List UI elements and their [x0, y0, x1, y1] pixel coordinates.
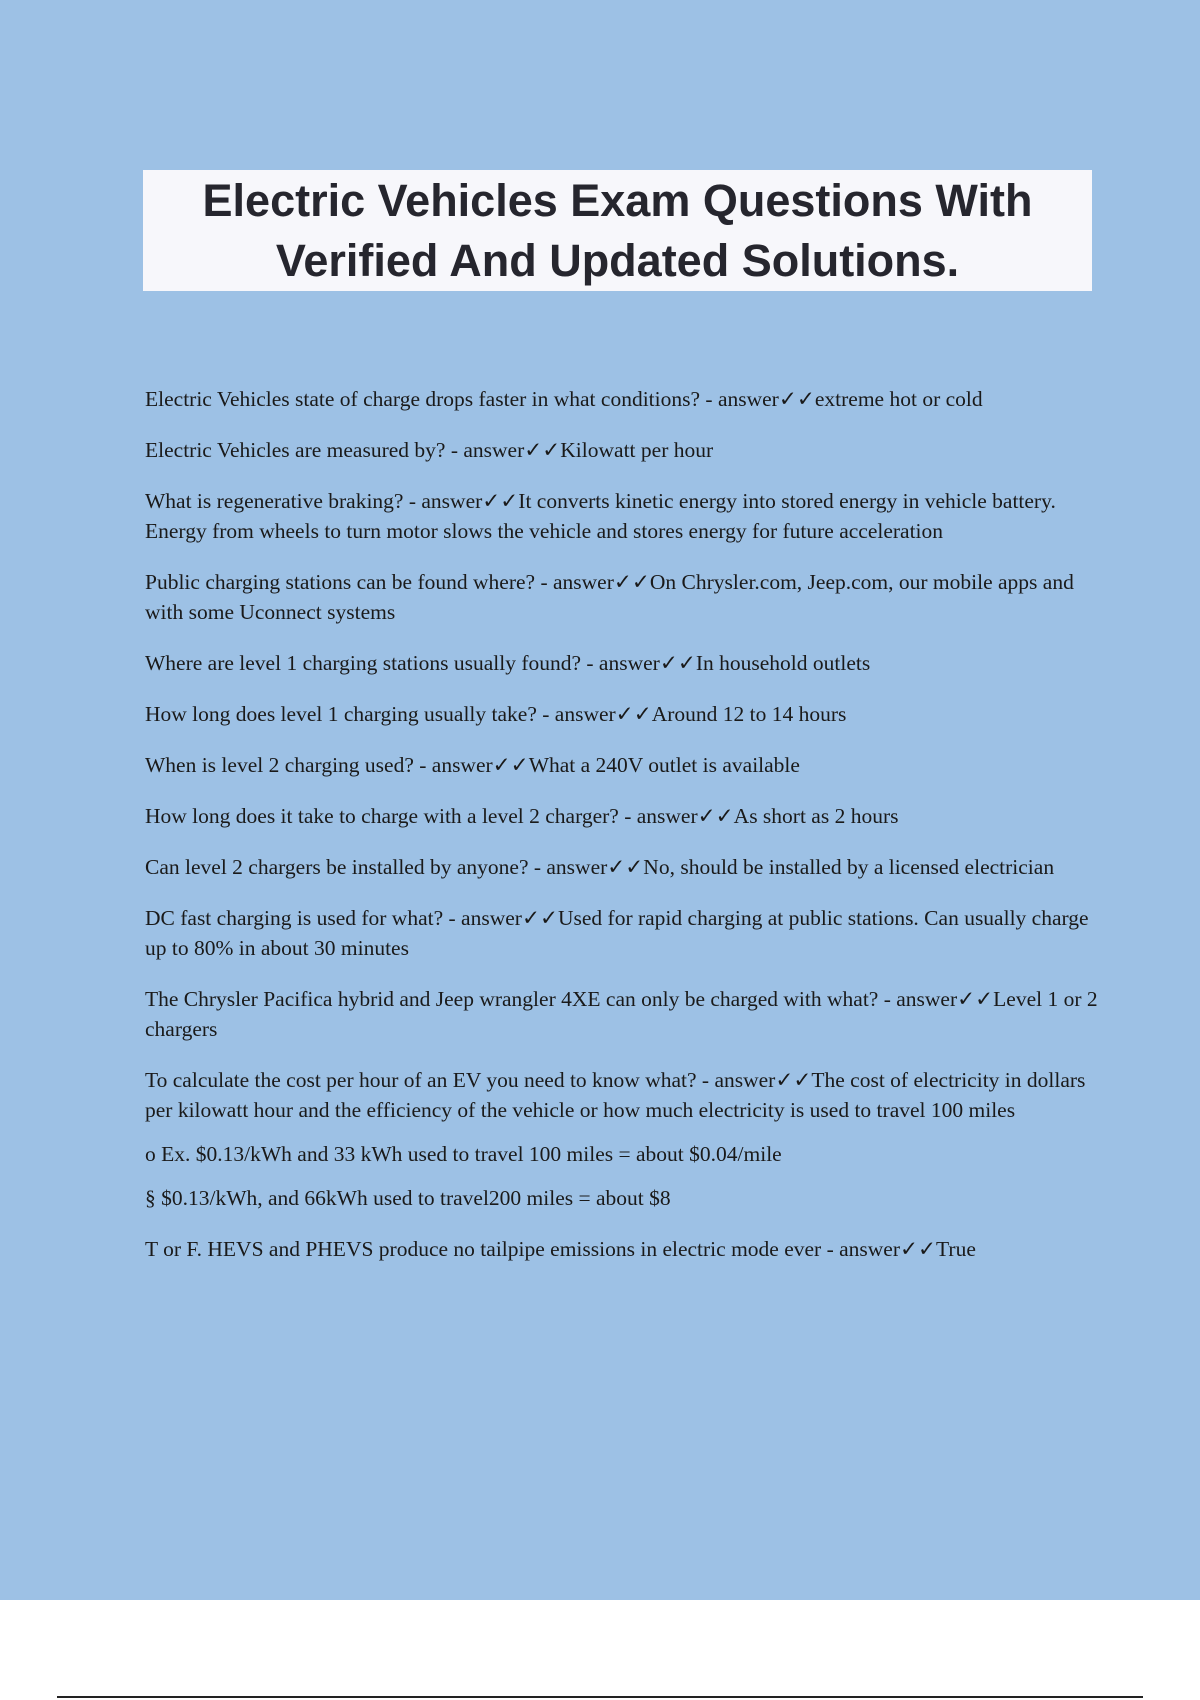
qa-item-pacifica-wrangler: The Chrysler Pacifica hybrid and Jeep wrangler 4XE can only be charged with what? - answer✓✓Level 1 or 2 chargers — [145, 987, 1098, 1041]
qa-item-state-of-charge: Electric Vehicles state of charge drops faster in what conditions? - answer✓✓extreme hot or cold — [145, 387, 983, 411]
qa-item-level1-location: Where are level 1 charging stations usually found? - answer✓✓In household outlets — [145, 651, 871, 675]
qa-item-dc-fast: DC fast charging is used for what? - answer✓✓Used for rapid charging at public stations. Can usually charge up to 80% in about 30 minutes — [145, 906, 1089, 960]
qa-item-regenerative-braking: What is regenerative braking? - answer✓✓It converts kinetic energy into stored energy in vehicle battery. Energy from wheels to turn motor slows the vehicle and stores energy for future acceleration — [145, 489, 1056, 543]
qa-item-level2-usage: When is level 2 charging used? - answer✓✓What a 240V outlet is available — [145, 753, 800, 777]
qa-item-level2-duration: How long does it take to charge with a level 2 charger? - answer✓✓As short as 2 hours — [145, 804, 899, 828]
qa-item-cost-calculation: To calculate the cost per hour of an EV you need to know what? - answer✓✓The cost of electricity in dollars per kilowatt hour and the efficiency of the vehicle or how much electricity is used to travel 100 miles — [145, 1068, 1086, 1122]
qa-item-example-2: § $0.13/kWh, and 66kWh used to travel200 miles = about $8 — [145, 1186, 671, 1210]
document-title-line-2: Verified And Updated Solutions. — [275, 234, 960, 286]
qa-item-measured-by: Electric Vehicles are measured by? - answer✓✓Kilowatt per hour — [145, 438, 714, 462]
title-box — [143, 170, 1092, 291]
document-title-line-1: Electric Vehicles Exam Questions With — [202, 174, 1033, 226]
qa-item-level2-install: Can level 2 chargers be installed by anyone? - answer✓✓No, should be installed by a licensed electrician — [145, 855, 1055, 879]
qa-item-tailpipe-emissions: T or F. HEVS and PHEVS produce no tailpipe emissions in electric mode ever - answer✓✓True — [145, 1237, 976, 1261]
qa-item-level1-duration: How long does level 1 charging usually take? - answer✓✓Around 12 to 14 hours — [145, 702, 847, 726]
qa-item-public-charging: Public charging stations can be found where? - answer✓✓On Chrysler.com, Jeep.com, our mobile apps and with some Uconnect systems — [145, 570, 1074, 624]
qa-item-example-1: o Ex. $0.13/kWh and 33 kWh used to travel 100 miles = about $0.04/mile — [145, 1142, 782, 1166]
footer-divider — [57, 1696, 1143, 1698]
qa-list — [145, 384, 1100, 1285]
